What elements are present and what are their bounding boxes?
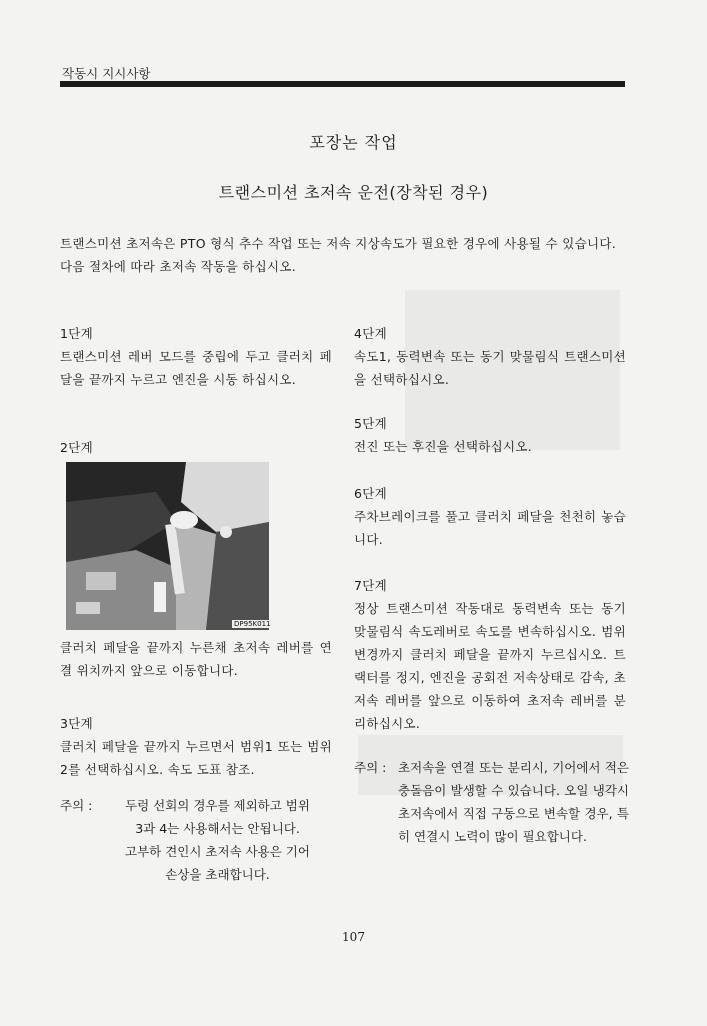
header-rule — [60, 81, 625, 87]
caution-label: 주의 : — [60, 798, 93, 813]
intro-line: 다음 절차에 따라 초저속 작동을 하십시오. — [60, 259, 297, 274]
step-body: 클러치 페달을 끝까지 누른채 초저속 레버를 연결 위치까지 앞으로 이동합니다. — [60, 640, 332, 678]
intro-line: 트랜스미션 초저속은 PTO 형식 추수 작업 또는 저속 지상속도가 필요한 경우에 사용될 수 있습니다. — [60, 236, 616, 251]
caution-label: 주의 : — [354, 760, 387, 775]
step-body: 전진 또는 후진을 선택하십시오. — [354, 439, 532, 454]
caution-text: 초저속을 연결 또는 분리시, 기어에서 적은 충돌음이 발생할 수 있습니다. 오일 냉각시 초저속에서 직접 구동으로 변속할 경우, 특히 연결시 노력이 많이 필요합니다. — [398, 760, 629, 844]
caution-line: 3과 4는 사용해서는 안됩니다. — [135, 821, 300, 836]
step-heading: 5단계 — [354, 416, 388, 431]
step-body: 주차브레이크를 풀고 클러치 페달을 천천히 놓습니다. — [354, 509, 626, 547]
step-body: 속도1, 동력변속 또는 동기 맞물림식 트랜스미션을 선택하십시오. — [354, 349, 626, 387]
step-heading: 6단계 — [354, 486, 388, 501]
step-heading: 3단계 — [60, 716, 94, 731]
step-heading: 2단계 — [60, 440, 94, 455]
tractor-lever-photo — [66, 462, 269, 630]
step-heading: 7단계 — [354, 578, 388, 593]
step-1 — [60, 322, 332, 391]
step-heading: 1단계 — [60, 326, 94, 341]
step-5 — [354, 412, 626, 458]
step-3 — [60, 712, 332, 781]
header-title: 작동시 지시사항 — [62, 66, 151, 81]
caution-line: 고부하 견인시 초저속 사용은 기어 — [125, 844, 310, 859]
step-4 — [354, 322, 626, 391]
step-heading: 4단계 — [354, 326, 388, 341]
caution-text — [95, 794, 340, 886]
page-number: 107 — [342, 930, 365, 944]
tractor-lever-photo-image — [66, 462, 269, 630]
step-body: 정상 트랜스미션 작동대로 동력변속 또는 동기 맞물림식 속도레버로 속도를 변속하십시오. 범위 변경까지 클러치 페달을 끝까지 누르십시오. 트랙터를 정지, 엔진을 공회전 저속상태로 감속, 초저속 레버를 앞으로 이동하여 초저속 레버를 분리하십시오. — [354, 601, 626, 731]
section-title: 포장논 작업 — [309, 133, 398, 152]
step-2 — [60, 436, 332, 459]
photo-caption: DP95K011 — [234, 620, 271, 628]
step-6 — [354, 482, 626, 551]
step-2-body — [60, 636, 332, 682]
step-body: 클러치 페달을 끝까지 누르면서 범위1 또는 범위2를 선택하십시오. 속도 도표 참조. — [60, 739, 332, 777]
step-body: 트랜스미션 레버 모드를 중립에 두고 클러치 페달을 끝까지 누르고 엔진을 시동 하십시오. — [60, 349, 332, 387]
step-7 — [354, 574, 626, 735]
intro-paragraph — [60, 232, 630, 278]
sub-title: 트랜스미션 초저속 운전(장착된 경우) — [218, 183, 489, 202]
caution-line: 두렁 선회의 경우를 제외하고 범위 — [125, 798, 310, 813]
caution-line: 손상을 초래합니다. — [165, 867, 270, 882]
